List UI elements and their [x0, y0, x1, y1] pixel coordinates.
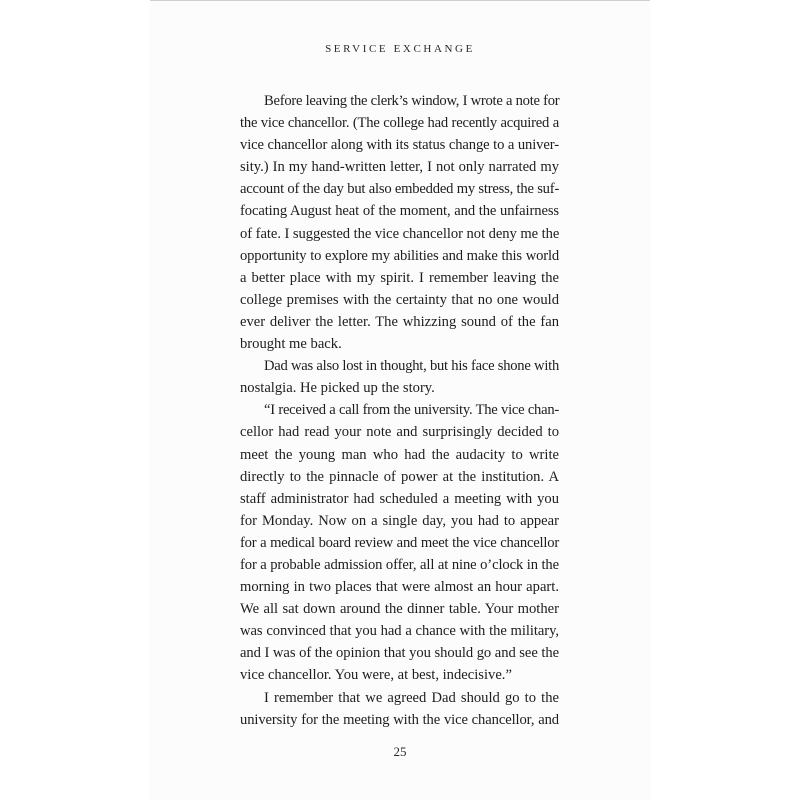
- text-line: university for the meeting with the vice chancellor, and: [240, 711, 559, 728]
- text-line: vice chancellor. You were, at best, indecisive.”: [240, 667, 512, 684]
- running-head: SERVICE EXCHANGE: [325, 43, 475, 55]
- paragraph: [240, 355, 559, 399]
- paragraph: [240, 687, 559, 731]
- text-line: vice chancellor along with its status change to a univer-: [240, 137, 559, 154]
- text-line: opportunity to explore my abilities and make this world: [240, 247, 559, 264]
- text-line: for a medical board review and meet the vice chancellor: [240, 534, 559, 551]
- text-line: account of the day but also embedded my stress, the suf-: [240, 181, 560, 198]
- text-line: for Monday. Now on a single day, you had to appear: [240, 512, 559, 529]
- text-line: sity.) In my hand-written letter, I not only narrated my: [240, 159, 559, 176]
- text-line: cellor had read your note and surprisingly decided to: [240, 424, 559, 441]
- text-line: college premises with the certainty that no one would: [240, 291, 559, 308]
- text-line: ever deliver the letter. The whizzing sound of the fan: [240, 313, 559, 330]
- text-line: meet the young man who had the audacity to write: [240, 446, 559, 463]
- text-line: Dad was also lost in thought, but his face shone with: [264, 358, 559, 375]
- text-line: for a probable admission offer, all at nine o’clock in the: [240, 556, 559, 573]
- text-line: directly to the pinnacle of power at the institution. A: [240, 468, 559, 485]
- text-line: of fate. I suggested the vice chancellor not deny me the: [240, 225, 560, 242]
- book-page: [150, 0, 650, 800]
- text-line: We all sat down around the dinner table. Your mother: [240, 601, 559, 618]
- paragraph: [240, 399, 559, 686]
- text-line: brought me back.: [240, 336, 342, 353]
- text-line: I remember that we agreed Dad should go to the: [264, 689, 559, 706]
- page-number: 25: [393, 744, 407, 759]
- text-line: nostalgia. He picked up the story.: [240, 380, 435, 397]
- text-line: the vice chancellor. (The college had recently acquired a: [240, 115, 559, 132]
- text-line: Before leaving the clerk’s window, I wrote a note for: [264, 93, 560, 109]
- text-line: a better place with my spirit. I remember leaving the: [240, 269, 559, 286]
- body-text: [240, 90, 559, 731]
- paragraph: [240, 90, 559, 355]
- text-line: staff administrator had scheduled a meeting with you: [240, 490, 559, 507]
- text-line: focating August heat of the moment, and the unfairness: [240, 203, 559, 220]
- text-line: morning in two places that were almost an hour apart.: [240, 579, 559, 596]
- text-line: was convinced that you had a chance with the military,: [240, 623, 559, 640]
- text-line: “I received a call from the university. The vice chan-: [264, 402, 559, 419]
- text-line: and I was of the opinion that you should go and see the: [240, 645, 560, 662]
